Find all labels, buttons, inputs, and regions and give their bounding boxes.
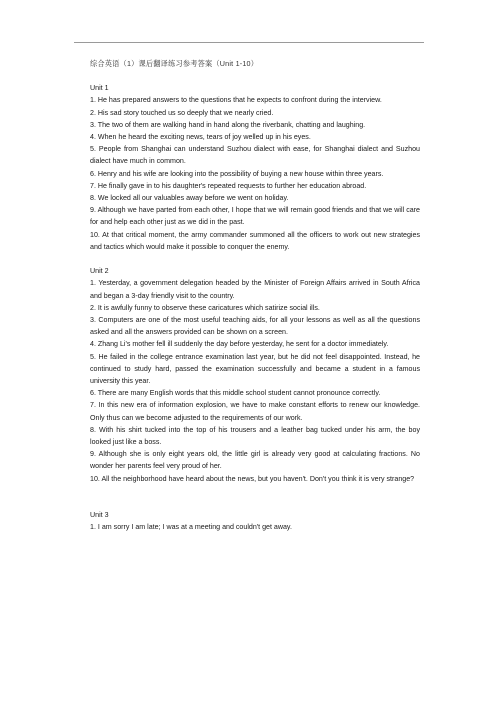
sentence-item: 4. Zhang Li's mother fell ill suddenly the day before yesterday, he sent for a doctor immediately.: [90, 340, 389, 349]
sentence-item: 7. In this new era of information explosion, we have to make constant efforts to renew our knowledge. Only thus can we become adjusted to the requirements of our work.: [90, 401, 420, 422]
sentence-item: 5. People from Shanghai can understand Suzhou dialect with ease, for Shanghai dialect and Suzhou dialect have much in common.: [90, 145, 420, 166]
document-title: 综合英语（1）课后翻译练习参考答案（Unit 1-10）: [90, 59, 259, 68]
sentence-item: 3. Computers are one of the most useful teaching aids, for all your lessons as well as all the questions asked and all the answers provided can be shown on a screen.: [90, 316, 420, 337]
sentence-item: 3. The two of them are walking hand in hand along the riverbank, chatting and laughing.: [90, 120, 366, 129]
sentence-item: 1. He has prepared answers to the questions that he expects to confront during the interview.: [90, 96, 382, 105]
unit-1-section: [90, 82, 420, 253]
sentence-item: 6. Henry and his wife are looking into the possibility of buying a new house within three years.: [90, 169, 384, 178]
sentence-item: 2. His sad story touched us so deeply that we nearly cried.: [90, 108, 274, 117]
sentence-item: 4. When he heard the exciting news, tears of joy welled up in his eyes.: [90, 133, 311, 142]
unit-2-section: [90, 265, 420, 485]
unit-heading: Unit 3: [90, 510, 109, 519]
sentence-item: 1. Yesterday, a government delegation headed by the Minister of Foreign Affairs arrived in South Africa and began a 3-day friendly visit to the country.: [90, 279, 420, 300]
section-spacer: [90, 253, 420, 265]
sentence-list: [90, 94, 420, 253]
sentence-item: 8. We locked all our valuables away before we went on holiday.: [90, 194, 289, 203]
sentence-item: 9. Although we have parted from each other, I hope that we will remain good friends and that we will care for and help each other just as we did in the past.: [90, 206, 420, 227]
header-rule: [74, 42, 424, 43]
unit-heading: Unit 1: [90, 84, 109, 93]
unit-3-section: [90, 509, 420, 533]
unit-heading: Unit 2: [90, 267, 109, 276]
sentence-item: 5. He failed in the college entrance examination last year, but he did not feel disappointed. Instead, he continued to study hard, passed the examination successfully and became a student in a famous university this year.: [90, 352, 420, 386]
sentence-item: 9. Although she is only eight years old, the little girl is already very good at calculating fractions. No wonder her parents feel very proud of her.: [90, 450, 420, 471]
document-body: [90, 58, 420, 533]
sentence-item: 8. With his shirt tucked into the top of his trousers and a leather bag tucked under his arm, the boy looked just like a boss.: [90, 425, 420, 447]
sentence-item: 10. At that critical moment, the army commander summoned all the officers to work out new strategies and tactics which would make it possible to conquer the enemy.: [90, 230, 420, 251]
sentence-item: 1. I am sorry I am late; I was at a meeting and couldn't get away.: [90, 523, 292, 532]
section-spacer: [90, 485, 420, 509]
sentence-item: 7. He finally gave in to his daughter's repeated requests to further her education abroad.: [90, 181, 367, 190]
sentence-item: 2. It is awfully funny to observe these caricatures which satirize social ills.: [90, 303, 320, 312]
sentence-list: [90, 277, 420, 484]
sentence-item: 10. All the neighborhood have heard about the news, but you haven't. Don't you think it is very strange?: [90, 474, 415, 483]
sentence-list: [90, 521, 420, 533]
sentence-item: 6. There are many English words that this middle school student cannot pronounce correctly.: [90, 389, 381, 398]
